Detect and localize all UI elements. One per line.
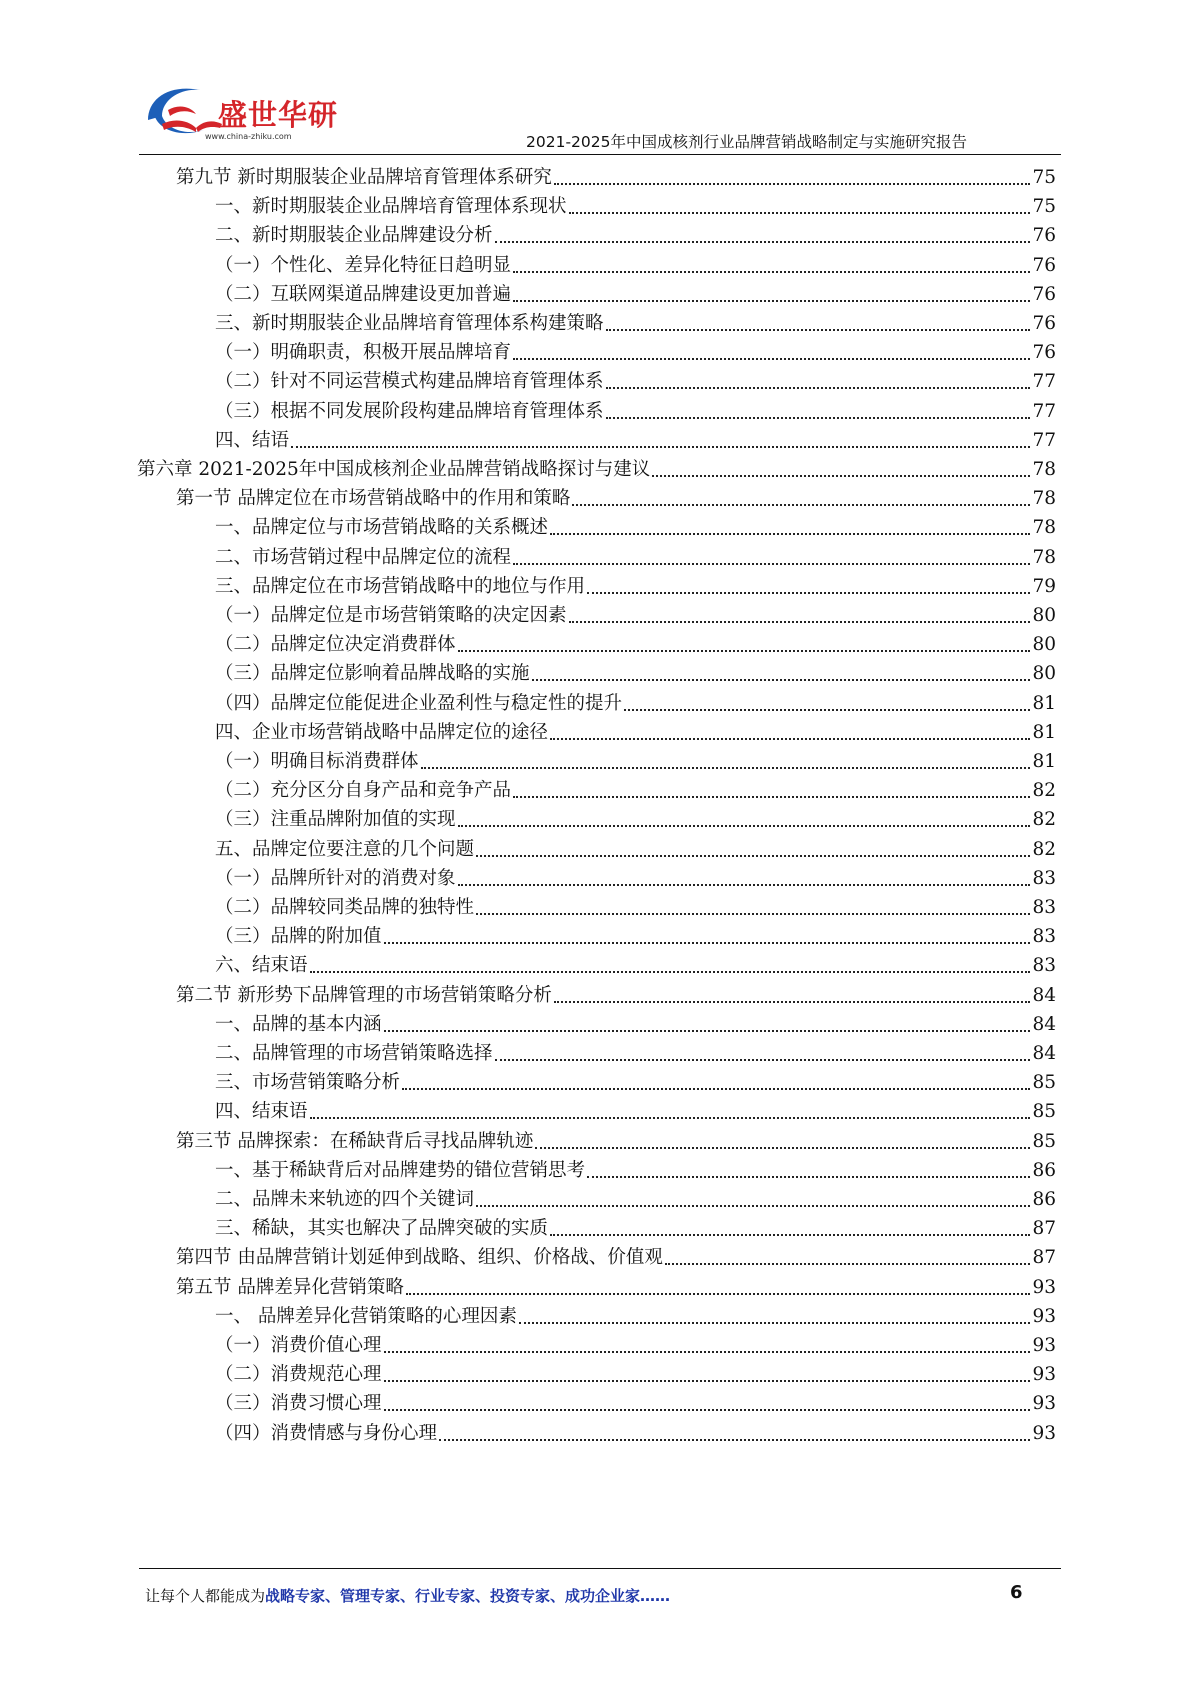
toc-entry-title: 第九节 新时期服装企业品牌培育管理体系研究 [176, 167, 552, 188]
toc-entry-page: 85 [1032, 1072, 1056, 1094]
toc-dot-leader [519, 1322, 1031, 1324]
toc-entry-title: （三）消费习惯心理 [215, 1393, 382, 1415]
toc-dot-leader [310, 971, 1031, 973]
toc-dot-leader [624, 709, 1030, 711]
footer-slogan [145, 1585, 670, 1606]
toc-dot-leader [665, 1263, 1031, 1265]
toc-entry-page: 80 [1032, 663, 1056, 685]
toc-entry[interactable] [215, 571, 1056, 602]
toc-entry-title: 第二节 新形势下品牌管理的市场营销策略分析 [176, 984, 552, 1006]
toc-entry[interactable] [215, 658, 1056, 689]
toc-entry-title: 二、市场营销过程中品牌定位的流程 [215, 546, 512, 568]
toc-entry[interactable] [215, 804, 1056, 835]
toc-entry-page: 79 [1032, 575, 1056, 597]
toc-entry-page: 93 [1032, 1276, 1056, 1298]
toc-entry[interactable] [215, 425, 1056, 456]
toc-entry-title: （一）明确目标消费群体 [215, 751, 419, 772]
toc-entry-title: （一）个性化、差异化特征日趋明显 [215, 254, 512, 276]
toc-entry-page: 82 [1032, 809, 1056, 831]
toc-entry-title: 五、品牌定位要注意的几个问题 [215, 838, 475, 860]
toc-entry-title: 第三节 品牌探索：在稀缺背后寻找品牌轨迹 [176, 1130, 534, 1152]
toc-dot-leader [384, 1409, 1031, 1411]
document-title: 2021-2025年中国成核剂行业品牌营销战略制定与实施研究报告 [526, 133, 967, 151]
toc-entry[interactable] [215, 279, 1056, 310]
toc-entry[interactable] [215, 1038, 1056, 1069]
toc-entry-title: 三、市场营销策略分析 [215, 1072, 401, 1094]
toc-entry-page: 76 [1032, 342, 1056, 364]
toc-dot-leader [569, 212, 1031, 214]
toc-entry-page: 77 [1032, 429, 1056, 451]
toc-entry-title: （二）互联网渠道品牌建设更加普遍 [215, 283, 512, 305]
toc-entry-page: 82 [1032, 838, 1056, 860]
toc-entry-page: 81 [1032, 751, 1056, 772]
toc-entry-page: 93 [1032, 1305, 1056, 1327]
toc-entry-title: 第一节 品牌定位在市场营销战略中的作用和策略 [176, 488, 571, 510]
toc-dot-leader [513, 563, 1030, 565]
toc-dot-leader [476, 855, 1030, 857]
toc-dot-leader [532, 679, 1031, 681]
toc-dot-leader [310, 1117, 1031, 1119]
toc-dot-leader [513, 300, 1030, 302]
toc-entry-page: 80 [1032, 605, 1056, 626]
toc-dot-leader [606, 387, 1031, 389]
toc-entry-title: （三）注重品牌附加值的实现 [215, 809, 456, 831]
toc-entry[interactable] [215, 921, 1056, 952]
toc-entry[interactable] [176, 1272, 1056, 1303]
toc-entry-title: （三）品牌定位影响着品牌战略的实施 [215, 663, 530, 685]
toc-dot-leader [384, 1030, 1031, 1032]
toc-entry-page: 85 [1032, 1101, 1056, 1123]
toc-entry-title: （二）针对不同运营模式构建品牌培育管理体系 [215, 371, 604, 393]
toc-entry-title: 第四节 由品牌营销计划延伸到战略、组织、价格战、价值观 [176, 1247, 663, 1269]
toc-entry-page: 93 [1032, 1422, 1056, 1444]
toc-entry-page: 75 [1032, 167, 1056, 188]
toc-entry-title: 二、品牌未来轨迹的四个关键词 [215, 1189, 475, 1210]
toc-entry[interactable] [176, 1126, 1056, 1157]
toc-entry-title: 六、结束语 [215, 955, 308, 977]
toc-entry[interactable] [215, 629, 1056, 660]
toc-entry[interactable] [215, 250, 1056, 281]
toc-entry-page: 83 [1032, 955, 1056, 977]
toc-entry-title: （三）根据不同发展阶段构建品牌培育管理体系 [215, 400, 604, 422]
toc-entry-page: 78 [1032, 459, 1056, 480]
toc-entry-page: 78 [1032, 546, 1056, 568]
toc-entry-title: （四）品牌定位能促进企业盈利性与稳定性的提升 [215, 692, 623, 714]
toc-entry-page: 81 [1032, 692, 1056, 714]
toc-entry-page: 76 [1032, 225, 1056, 247]
toc-entry-title: （一）品牌所针对的消费对象 [215, 867, 456, 889]
toc-entry-page: 86 [1032, 1189, 1056, 1210]
toc-entry-page: 87 [1032, 1247, 1056, 1269]
toc-entry[interactable] [176, 1242, 1056, 1273]
toc-dot-leader [402, 1088, 1030, 1090]
toc-entry[interactable] [215, 1096, 1056, 1127]
toc-entry-page: 87 [1032, 1218, 1056, 1240]
toc-entry[interactable] [215, 512, 1056, 543]
toc-entry[interactable] [215, 1359, 1056, 1390]
toc-entry[interactable] [215, 775, 1056, 806]
toc-entry[interactable] [215, 863, 1056, 894]
toc-dot-leader [384, 1380, 1031, 1382]
page-number: 6 [1010, 1582, 1023, 1603]
toc-entry[interactable] [215, 308, 1056, 339]
toc-dot-leader [554, 1001, 1031, 1003]
toc-entry-title: （二）消费规范心理 [215, 1364, 382, 1386]
toc-entry-title: （一）品牌定位是市场营销策略的决定因素 [215, 605, 567, 626]
toc-entry[interactable] [137, 454, 1056, 485]
toc-entry[interactable] [176, 483, 1056, 514]
toc-entry[interactable] [215, 600, 1056, 631]
toc-entry[interactable] [215, 746, 1056, 777]
toc-entry-title: 一、品牌的基本内涵 [215, 1013, 382, 1035]
toc-dot-leader [550, 1234, 1030, 1236]
toc-dot-leader [421, 767, 1031, 769]
toc-dot-leader [406, 1293, 1031, 1295]
toc-entry-title: （二）充分区分自身产品和竞争产品 [215, 780, 512, 802]
toc-entry-page: 82 [1032, 780, 1056, 802]
toc-dot-leader [458, 650, 1031, 652]
toc-entry-page: 93 [1032, 1393, 1056, 1415]
logo-text: 盛世华研 [218, 98, 339, 132]
toc-entry[interactable] [215, 366, 1056, 397]
toc-dot-leader [587, 592, 1030, 594]
toc-entry[interactable] [215, 1418, 1056, 1449]
toc-entry-title: （一）消费价值心理 [215, 1335, 382, 1356]
header-divider [139, 154, 1061, 155]
toc-entry[interactable] [215, 337, 1056, 368]
toc-entry-title: 三、稀缺，其实也解决了品牌突破的实质 [215, 1218, 549, 1240]
toc-entry-page: 78 [1032, 488, 1056, 510]
toc-dot-leader [554, 183, 1031, 185]
toc-entry[interactable] [215, 1067, 1056, 1098]
toc-dot-leader [291, 446, 1030, 448]
toc-dot-leader [476, 913, 1030, 915]
toc-entry-title: 一、 品牌差异化营销策略的心理因素 [215, 1305, 517, 1327]
toc-dot-leader [476, 1205, 1030, 1207]
toc-entry-title: （四）消费情感与身份心理 [215, 1422, 438, 1444]
toc-entry-page: 76 [1032, 313, 1056, 334]
toc-dot-leader [495, 241, 1031, 243]
toc-dot-leader [535, 1147, 1030, 1149]
toc-entry[interactable] [215, 396, 1056, 427]
toc-entry-page: 76 [1032, 254, 1056, 276]
toc-dot-leader [569, 621, 1031, 623]
toc-entry[interactable] [215, 950, 1056, 981]
toc-entry-page: 84 [1032, 984, 1056, 1006]
toc-entry-title: 四、企业市场营销战略中品牌定位的途径 [215, 721, 549, 743]
toc-entry-page: 93 [1032, 1364, 1056, 1386]
toc-entry-title: 第五节 品牌差异化营销策略 [176, 1276, 404, 1298]
toc-dot-leader [550, 533, 1030, 535]
toc-entry-title: （一）明确职责，积极开展品牌培育 [215, 342, 512, 364]
toc-entry-title: 一、品牌定位与市场营销战略的关系概述 [215, 517, 549, 539]
toc-entry-page: 83 [1032, 926, 1056, 948]
toc-entry[interactable] [215, 717, 1056, 748]
toc-entry-page: 75 [1032, 196, 1056, 218]
toc-dot-leader [652, 475, 1030, 477]
toc-entry[interactable] [176, 162, 1056, 193]
toc-entry-page: 80 [1032, 634, 1056, 656]
toc-entry[interactable] [215, 542, 1056, 573]
toc-entry[interactable] [215, 191, 1056, 222]
toc-entry[interactable] [215, 1213, 1056, 1244]
toc-entry-title: （二）品牌定位决定消费群体 [215, 634, 456, 656]
toc-entry-title: 四、结语 [215, 429, 290, 451]
toc-dot-leader [606, 417, 1031, 419]
toc-entry-page: 93 [1032, 1335, 1056, 1356]
toc-dot-leader [458, 884, 1031, 886]
toc-entry[interactable] [176, 980, 1056, 1011]
footer-slogan-highlight: 战略专家、管理专家、行业专家、投资专家、成功企业家…… [265, 1587, 671, 1605]
toc-dot-leader [495, 1059, 1031, 1061]
toc-dot-leader [513, 358, 1030, 360]
toc-entry[interactable] [215, 1388, 1056, 1419]
footer-divider [139, 1568, 1061, 1569]
toc-entry[interactable] [215, 1184, 1056, 1215]
toc-entry[interactable] [215, 1009, 1056, 1040]
toc-entry-title: （三）品牌的附加值 [215, 926, 382, 948]
toc-dot-leader [513, 271, 1030, 273]
toc-entry-page: 84 [1032, 1013, 1056, 1035]
toc-entry-page: 85 [1032, 1130, 1056, 1152]
toc-entry-page: 77 [1032, 400, 1056, 422]
toc-entry[interactable] [215, 1330, 1056, 1361]
toc-entry-page: 77 [1032, 371, 1056, 393]
toc-dot-leader [606, 329, 1031, 331]
toc-entry[interactable] [215, 892, 1056, 923]
toc-entry[interactable] [215, 688, 1056, 719]
logo-url: www.china-zhiku.com [205, 132, 292, 141]
toc-entry-page: 83 [1032, 897, 1056, 918]
toc-entry-title: （二）品牌较同类品牌的独特性 [215, 897, 475, 918]
toc-entry-page: 78 [1032, 517, 1056, 539]
toc-entry[interactable] [215, 834, 1056, 865]
toc-dot-leader [550, 738, 1030, 740]
toc-dot-leader [458, 825, 1031, 827]
toc-entry-page: 76 [1032, 283, 1056, 305]
toc-dot-leader [439, 1439, 1030, 1441]
toc-dot-leader [384, 1351, 1031, 1353]
toc-entry-page: 86 [1032, 1159, 1056, 1181]
toc-entry-page: 84 [1032, 1043, 1056, 1064]
toc-entry-title: 一、新时期服装企业品牌培育管理体系现状 [215, 196, 567, 218]
toc-dot-leader [572, 504, 1030, 506]
toc-dot-leader [384, 942, 1031, 944]
toc-entry[interactable] [215, 220, 1056, 251]
toc-entry[interactable] [215, 1301, 1056, 1332]
toc-entry-title: 四、结束语 [215, 1101, 308, 1123]
toc-entry-title: 第六章 2021-2025年中国成核剂企业品牌营销战略探讨与建议 [137, 459, 651, 480]
toc-entry-title: 二、新时期服装企业品牌建设分析 [215, 225, 493, 247]
toc-entry-page: 83 [1032, 867, 1056, 889]
toc-entry-page: 81 [1032, 721, 1056, 743]
toc-entry[interactable] [215, 1155, 1056, 1186]
footer-slogan-prefix: 让每个人都能成为 [145, 1587, 266, 1605]
page-header [0, 0, 1191, 150]
toc-entry-title: 二、品牌管理的市场营销策略选择 [215, 1043, 493, 1064]
toc-dot-leader [587, 1176, 1030, 1178]
toc-entry-title: 一、基于稀缺背后对品牌建势的错位营销思考 [215, 1159, 586, 1181]
toc-entry-title: 三、品牌定位在市场营销战略中的地位与作用 [215, 575, 586, 597]
toc-entry-title: 三、新时期服装企业品牌培育管理体系构建策略 [215, 313, 604, 334]
toc-dot-leader [513, 796, 1030, 798]
